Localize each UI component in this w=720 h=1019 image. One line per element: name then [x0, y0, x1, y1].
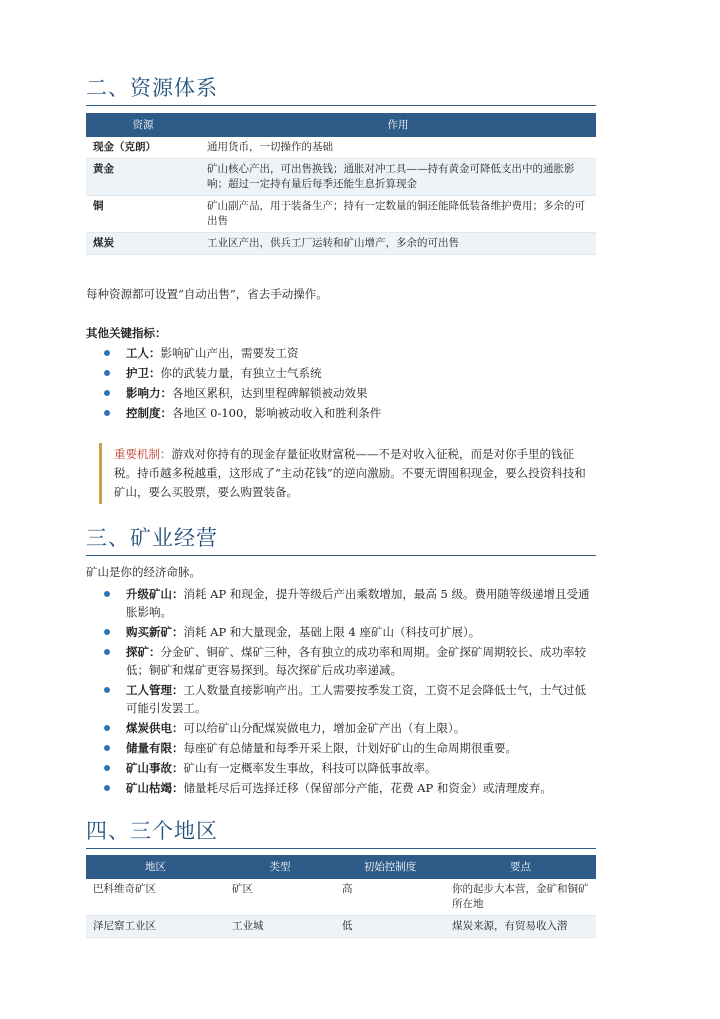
bullet-icon	[104, 687, 110, 693]
list-item	[86, 779, 596, 797]
bullet-icon	[104, 370, 110, 376]
region-control: 高	[335, 879, 445, 916]
list-item	[86, 404, 596, 422]
table-header-row	[86, 855, 596, 879]
list-item	[86, 364, 596, 382]
auto-sell-note	[86, 285, 596, 303]
item-text: 各地区 0-100，影响被动收入和胜利条件	[172, 406, 382, 420]
resource-desc: 工业区产出，供兵工厂运转和矿山增产，多余的可出售	[200, 233, 596, 255]
other-indicators	[86, 324, 596, 424]
bullet-icon	[104, 745, 110, 751]
table-header-row	[86, 113, 596, 137]
item-text: 消耗 AP 和大量现金，基础上限 4 座矿山（科技可扩展）。	[183, 625, 481, 639]
bullet-icon	[104, 390, 110, 396]
bullet-icon	[104, 725, 110, 731]
resource-desc: 矿山核心产出，可出售换钱；通胀对冲工具——持有黄金可降低支出中的通胀影响；超过一定持有量后每季还能生息折算现金	[200, 159, 596, 196]
item-term: 工人：	[126, 346, 161, 360]
list-item	[86, 759, 596, 777]
other-indicators-title: 其他关键指标：	[86, 326, 167, 340]
bullet-icon	[104, 765, 110, 771]
bullet-icon	[104, 410, 110, 416]
region-name: 巴科维奇矿区	[86, 879, 225, 916]
section-title: 四、三个地区	[86, 815, 596, 849]
resource-name: 铜	[86, 196, 200, 233]
list-item	[86, 344, 596, 362]
item-term: 矿山枯竭：	[126, 781, 184, 795]
list-item	[86, 643, 596, 679]
list-item	[86, 739, 596, 757]
item-term: 影响力：	[126, 386, 172, 400]
item-text: 消耗 AP 和现金，提升等级后产出乘数增加，最高 5 级。费用随等级递增且受通胀影响。	[126, 587, 590, 619]
table-header: 初始控制度	[335, 855, 445, 879]
indicator-list	[86, 344, 596, 422]
table-header: 资源	[86, 113, 200, 137]
region-name: 泽尼察工业区	[86, 916, 225, 938]
section-regions	[86, 815, 596, 849]
item-text: 你的武装力量，有独立士气系统	[160, 366, 322, 380]
section-title: 三、矿业经营	[86, 522, 596, 556]
item-text: 分金矿、铜矿、煤矿三种，各有独立的成功率和周期。金矿探矿周期较长、成功率较低；铜矿和煤矿更容易探到。每次探矿后成功率递减。	[126, 645, 586, 677]
list-item	[86, 585, 596, 621]
list-item	[86, 719, 596, 737]
table-row	[86, 916, 596, 938]
item-term: 控制度：	[126, 406, 172, 420]
bullet-icon	[104, 649, 110, 655]
item-text: 工人数量直接影响产出。工人需要按季发工资，工资不足会降低士气，士气过低可能引发罢工。	[126, 683, 586, 715]
list-item	[86, 384, 596, 402]
section-mining	[86, 522, 596, 556]
mining-content	[86, 563, 596, 799]
note-text: 每种资源都可设置“自动出售”，省去手动操作。	[86, 287, 328, 301]
resource-table	[86, 113, 596, 255]
table-row	[86, 879, 596, 916]
resource-name: 现金（克朗）	[86, 137, 200, 159]
item-term: 矿山事故：	[126, 761, 184, 775]
resource-name: 黄金	[86, 159, 200, 196]
resource-desc: 矿山副产品，用于装备生产；持有一定数量的铜还能降低装备维护费用；多余的可出售	[200, 196, 596, 233]
bullet-icon	[104, 350, 110, 356]
item-text: 影响矿山产出，需要发工资	[160, 346, 299, 360]
resource-name: 煤炭	[86, 233, 200, 255]
callout-label: 重要机制：	[114, 447, 172, 461]
callout	[99, 443, 596, 504]
region-point: 你的起步大本营，金矿和铜矿所在地	[445, 879, 596, 916]
item-text: 储量耗尽后可选择迁移（保留部分产能，花费 AP 和资金）或清理废弃。	[183, 781, 552, 795]
callout-text: 游戏对你持有的现金存量征收财富税——不是对收入征税，而是对你手里的钱征税。持币越多税越重，这形成了“主动花钱”的逆向激励。不要无谓囤积现金，要么投资科技和矿山，要么买股票，要么购置装备。	[114, 447, 586, 499]
table-header: 类型	[225, 855, 335, 879]
region-table-wrap	[86, 855, 596, 938]
item-term: 护卫：	[126, 366, 161, 380]
region-control: 低	[335, 916, 445, 938]
list-item	[86, 681, 596, 717]
item-term: 探矿：	[126, 645, 161, 659]
table-row	[86, 196, 596, 233]
region-point: 煤炭来源，有贸易收入潜	[445, 916, 596, 938]
bullet-icon	[104, 591, 110, 597]
table-row	[86, 159, 596, 196]
mining-list	[86, 585, 596, 797]
section-resources	[86, 72, 596, 106]
table-header: 要点	[445, 855, 596, 879]
resource-desc: 通用货币，一切操作的基础	[200, 137, 596, 159]
table-row	[86, 137, 596, 159]
item-text: 每座矿有总储量和每季开采上限，计划好矿山的生命周期很重要。	[183, 741, 517, 755]
item-term: 工人管理：	[126, 683, 184, 697]
table-row	[86, 233, 596, 255]
item-term: 储量有限：	[126, 741, 184, 755]
item-text: 可以给矿山分配煤炭做电力，增加金矿产出（有上限）。	[183, 721, 466, 735]
item-term: 煤炭供电：	[126, 721, 184, 735]
bullet-icon	[104, 785, 110, 791]
resource-table-wrap	[86, 113, 596, 255]
section-title: 二、资源体系	[86, 72, 596, 106]
item-text: 矿山有一定概率发生事故，科技可以降低事故率。	[183, 761, 437, 775]
item-term: 购买新矿：	[126, 625, 184, 639]
table-header: 地区	[86, 855, 225, 879]
region-type: 矿区	[225, 879, 335, 916]
region-type: 工业城	[225, 916, 335, 938]
list-item	[86, 623, 596, 641]
region-table	[86, 855, 596, 938]
bullet-icon	[104, 629, 110, 635]
item-term: 升级矿山：	[126, 587, 184, 601]
table-header: 作用	[200, 113, 596, 137]
section-intro: 矿山是你的经济命脉。	[86, 565, 201, 579]
callout-box	[86, 443, 596, 504]
item-text: 各地区累积，达到里程碑解锁被动效果	[172, 386, 368, 400]
